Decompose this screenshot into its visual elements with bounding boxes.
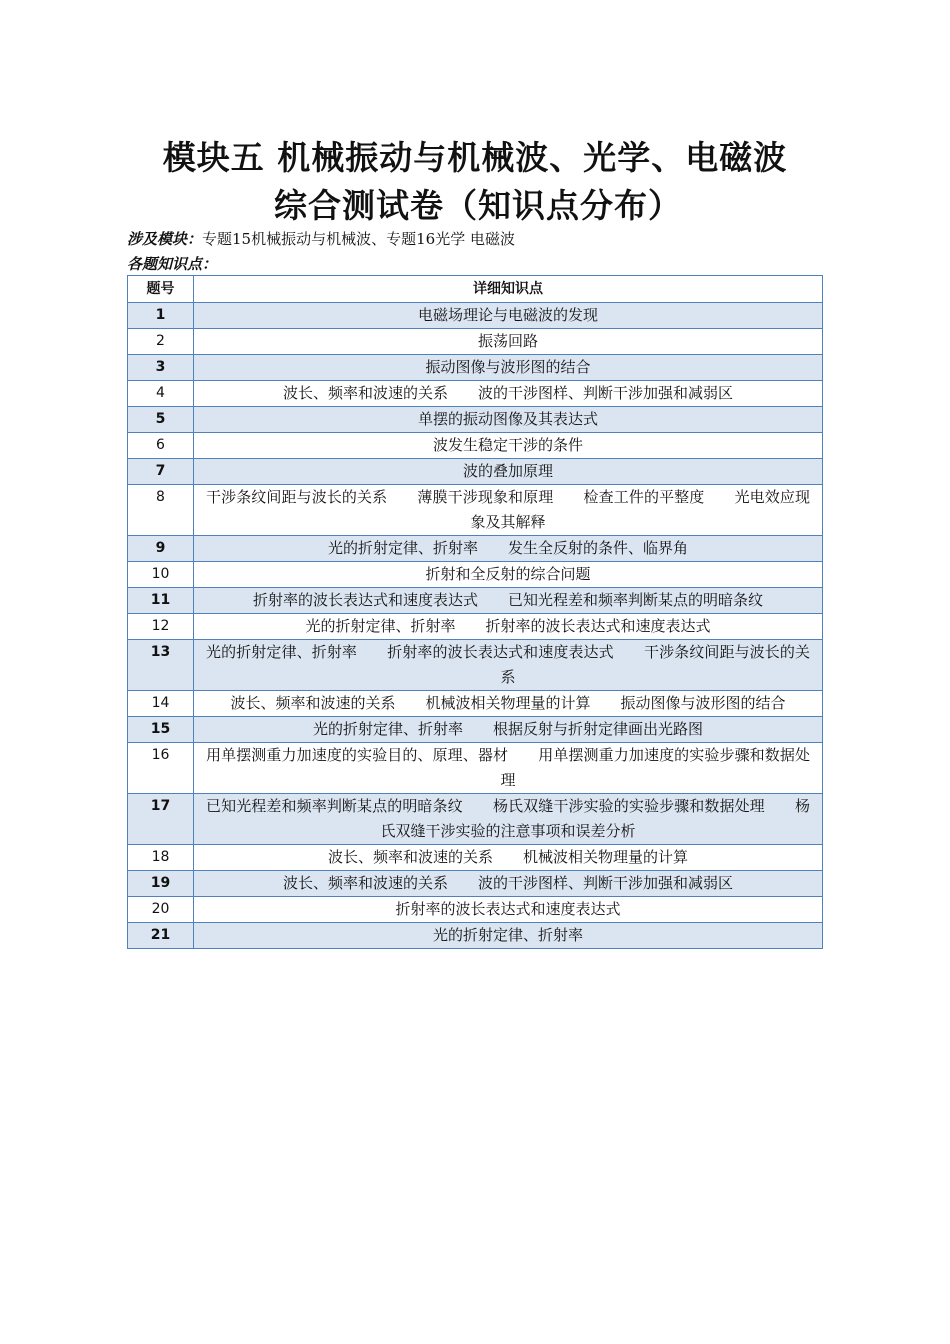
table-row (128, 743, 823, 794)
question-number: 7 (128, 459, 194, 485)
table-row (128, 303, 823, 329)
question-number: 3 (128, 355, 194, 381)
table-row (128, 485, 823, 536)
table-row (128, 897, 823, 923)
table-row (128, 381, 823, 407)
knowledge-points: 振荡回路 (194, 329, 823, 355)
knowledge-points: 干涉条纹间距与波长的关系 薄膜干涉现象和原理 检查工件的平整度 光电效应现象及其解释 (194, 485, 823, 536)
table-row (128, 923, 823, 949)
question-number: 2 (128, 329, 194, 355)
table-row (128, 717, 823, 743)
header-knowledge-points: 详细知识点 (194, 276, 823, 303)
table-row (128, 329, 823, 355)
question-number: 11 (128, 588, 194, 614)
question-number: 4 (128, 381, 194, 407)
knowledge-points: 光的折射定律、折射率 发生全反射的条件、临界角 (194, 536, 823, 562)
question-number: 19 (128, 871, 194, 897)
knowledge-points: 波长、频率和波速的关系 波的干涉图样、判断干涉加强和减弱区 (194, 871, 823, 897)
question-number: 21 (128, 923, 194, 949)
knowledge-point-table (127, 275, 823, 949)
table-row (128, 355, 823, 381)
question-number: 9 (128, 536, 194, 562)
table-row (128, 614, 823, 640)
header-question-number: 题号 (128, 276, 194, 303)
modules-value: 专题15机械振动与机械波、专题16光学 电磁波 (202, 230, 515, 248)
table-row (128, 459, 823, 485)
points-label: 各题知识点： (127, 255, 218, 273)
question-number: 8 (128, 485, 194, 536)
knowledge-points: 波长、频率和波速的关系 机械波相关物理量的计算 (194, 845, 823, 871)
knowledge-points: 电磁场理论与电磁波的发现 (194, 303, 823, 329)
question-number: 14 (128, 691, 194, 717)
knowledge-points: 用单摆测重力加速度的实验目的、原理、器材 用单摆测重力加速度的实验步骤和数据处理 (194, 743, 823, 794)
question-number: 1 (128, 303, 194, 329)
table-row (128, 640, 823, 691)
knowledge-points: 单摆的振动图像及其表达式 (194, 407, 823, 433)
table-row (128, 588, 823, 614)
question-number: 16 (128, 743, 194, 794)
question-number: 10 (128, 562, 194, 588)
question-number: 13 (128, 640, 194, 691)
knowledge-points: 折射率的波长表达式和速度表达式 已知光程差和频率判断某点的明暗条纹 (194, 588, 823, 614)
table-row (128, 691, 823, 717)
table-row (128, 845, 823, 871)
question-number: 20 (128, 897, 194, 923)
table-row (128, 871, 823, 897)
question-number: 6 (128, 433, 194, 459)
page-title-line-1: 模块五 机械振动与机械波、光学、电磁波 (162, 138, 788, 177)
knowledge-points: 已知光程差和频率判断某点的明暗条纹 杨氏双缝干涉实验的实验步骤和数据处理 杨氏双缝干涉实验的注意事项和误差分析 (194, 794, 823, 845)
table-row (128, 562, 823, 588)
table-row (128, 794, 823, 845)
knowledge-points: 波的叠加原理 (194, 459, 823, 485)
table-row (128, 433, 823, 459)
points-line (127, 253, 217, 274)
table-header-row (128, 276, 823, 303)
knowledge-points: 折射和全反射的综合问题 (194, 562, 823, 588)
table-row (128, 536, 823, 562)
table-row (128, 407, 823, 433)
question-number: 5 (128, 407, 194, 433)
question-number: 18 (128, 845, 194, 871)
knowledge-points: 波长、频率和波速的关系 波的干涉图样、判断干涉加强和减弱区 (194, 381, 823, 407)
knowledge-points: 光的折射定律、折射率 根据反射与折射定律画出光路图 (194, 717, 823, 743)
knowledge-points: 折射率的波长表达式和速度表达式 (194, 897, 823, 923)
modules-line (127, 228, 515, 249)
page-title-line-2: 综合测试卷（知识点分布） (274, 186, 682, 225)
question-number: 12 (128, 614, 194, 640)
modules-label: 涉及模块： (127, 230, 203, 248)
knowledge-points: 光的折射定律、折射率 (194, 923, 823, 949)
question-number: 15 (128, 717, 194, 743)
knowledge-points: 波发生稳定干涉的条件 (194, 433, 823, 459)
knowledge-points: 光的折射定律、折射率 折射率的波长表达式和速度表达式 干涉条纹间距与波长的关系 (194, 640, 823, 691)
knowledge-points: 波长、频率和波速的关系 机械波相关物理量的计算 振动图像与波形图的结合 (194, 691, 823, 717)
knowledge-points: 光的折射定律、折射率 折射率的波长表达式和速度表达式 (194, 614, 823, 640)
question-number: 17 (128, 794, 194, 845)
knowledge-points: 振动图像与波形图的结合 (194, 355, 823, 381)
